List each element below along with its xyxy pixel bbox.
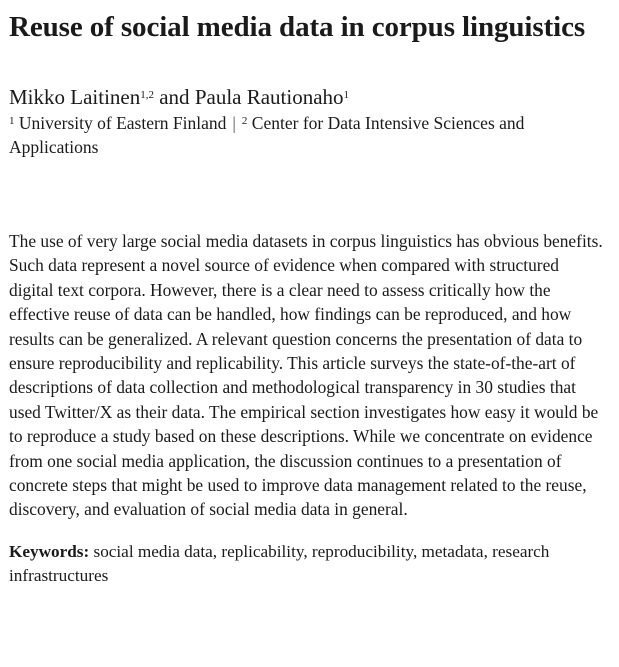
author-name-2: Paula Rautionaho bbox=[194, 85, 344, 109]
author-conjunction: and bbox=[153, 85, 195, 109]
author-affiliation-marker-1: 1,2 bbox=[140, 89, 154, 101]
affiliation-marker-1: 1 bbox=[9, 115, 15, 127]
keywords-label: Keywords: bbox=[9, 541, 90, 561]
paper-title: Reuse of social media data in corpus linguistics bbox=[9, 11, 586, 43]
author-affiliation-marker-2: 1 bbox=[343, 89, 350, 101]
affiliation-1: University of Eastern Finland bbox=[18, 113, 227, 133]
author-name-1: Mikko Laitinen bbox=[9, 85, 141, 109]
abstract-text: The use of very large social media datasets in corpus linguistics has obvious benefits. Such data represent a novel source of evidence when compared with structured digital text corpora. However, there is a clear need to assess critically how the effective reuse of data can be handled, how findings can be reproduced, and how results can be generalized. A relevant question concerns the presentation of data to ensure reproducibility and replicability. This article surveys the state-of-the-art of descriptions of data collection and methodological transparency in 30 studies that used Twitter/X as their data. The empirical section investigates how easy it would be to reproduce a study based on these descriptions. While we concentrate on evidence from one social media application, the discussion continues to a presentation of concrete steps that might be used to improve data management related to the reuse, discovery, and evaluation of social media data in general. bbox=[9, 231, 603, 520]
author-line bbox=[9, 83, 609, 111]
affiliations bbox=[9, 111, 609, 159]
keywords bbox=[9, 540, 609, 588]
paper-page bbox=[9, 0, 609, 588]
affiliation-marker-2: 2 bbox=[241, 115, 248, 127]
affiliation-2: Center for Data Intensive Sciences and Applications bbox=[9, 113, 525, 157]
keywords-list: social media data, replicability, reproducibility, metadata, research infrastructures bbox=[9, 541, 550, 585]
affiliation-separator: | bbox=[232, 113, 236, 133]
